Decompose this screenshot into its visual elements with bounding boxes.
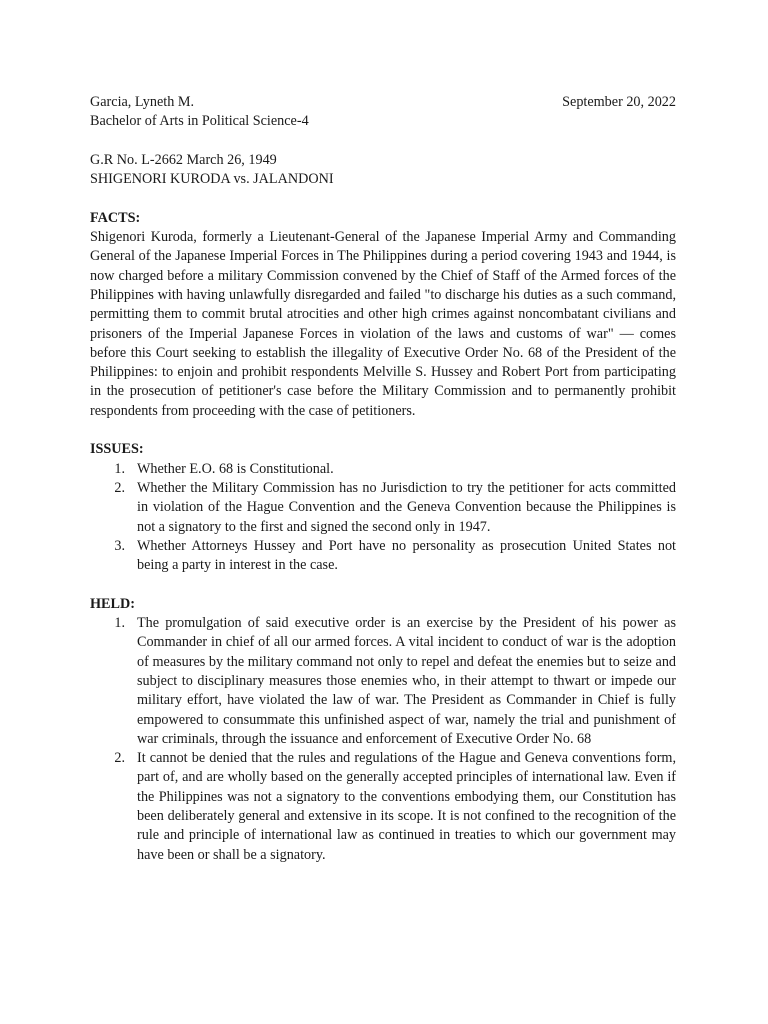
facts-paragraph: Shigenori Kuroda, formerly a Lieutenant-General of the Japanese Imperial Army and Commanding General of the Japanese Imperial Forces in The Philippines during a period covering 1943 and 1944, is now charged before a military Commission convened by the Chief of Staff of the Armed forces of the Philippines with having unlawfully disregarded and failed "to discharge his duties as a such command, permitting them to commit brutal atrocities and other high crimes against noncombatant civilians and prisoners of the Imperial Japanese Forces in violation of the laws and customs of war" — comes before this Court seeking to establish the illegality of Executive Order No. 68 of the President of the Philippines: to enjoin and prohibit respondents Melville S. Hussey and Robert Port from participating in the prosecution of petitioner's case before the Military Commission and to permanently prohibit respondents from proceeding with the case of petitioners. — [90, 229, 676, 419]
list-item — [90, 479, 676, 537]
list-item — [90, 460, 676, 479]
list-item — [90, 749, 676, 865]
issues-list — [90, 460, 676, 576]
list-item-text: Whether Attorneys Hussey and Port have no personality as prosecution United States not being a party in interest in the case. — [137, 537, 676, 574]
list-item-number: 1. — [114, 615, 125, 632]
list-item-number: 2. — [114, 479, 125, 496]
document-page — [90, 93, 676, 865]
list-item-number: 1. — [114, 460, 125, 477]
list-item-text: Whether the Military Commission has no Jurisdiction to try the petitioner for acts committed in violation of the Hague Convention and the Geneva Convention because the Philippines is not a signatory to the first and signed the second only in 1947. — [137, 479, 676, 535]
header-row — [90, 93, 676, 112]
program-line: Bachelor of Arts in Political Science-4 — [90, 113, 309, 130]
list-item-text: It cannot be denied that the rules and regulations of the Hague and Geneva conventions form, part of, and are wholly based on the generally accepted principles of international law. Even if the Philippines was not a signatory to the conventions embodying them, our Constitution has been deliberately general and extensive in its scope. It is not confined to the recognition of the rule and principle of international law as continued in treaties to which our government may have been or shall be a signatory. — [137, 750, 676, 863]
case-number: G.R No. L-2662 March 26, 1949 — [90, 151, 277, 168]
list-item-text: The promulgation of said executive order is an exercise by the President of his power as Commander in chief of all our armed forces. A vital incident to conduct of war is the adoption of measures by the military command not only to repel and defeat the enemies but to seize and subject to disciplinary measures those enemies who, in their attempt to thwart or impede our military effort, have violated the law of war. The President as Commander in Chief is fully empowered to consummate this unfinished aspect of war, namely the trial and punishment of war criminals, through the issuance and enforcement of Executive Order No. 68 — [137, 615, 676, 747]
document-date: September 20, 2022 — [562, 94, 676, 110]
list-item-number: 3. — [114, 537, 125, 554]
spacer — [90, 575, 676, 594]
facts-heading: FACTS: — [90, 209, 141, 226]
list-item — [90, 537, 676, 576]
held-heading: HELD: — [90, 595, 135, 612]
spacer — [90, 421, 676, 440]
issues-heading: ISSUES: — [90, 441, 144, 458]
list-item-text: Whether E.O. 68 is Constitutional. — [137, 460, 334, 477]
list-item — [90, 614, 676, 749]
spacer — [90, 189, 676, 208]
spacer — [90, 132, 676, 151]
held-list — [90, 614, 676, 865]
author-name: Garcia, Lyneth M. — [90, 94, 195, 110]
case-title: SHIGENORI KURODA vs. JALANDONI — [90, 171, 334, 188]
list-item-number: 2. — [114, 750, 125, 767]
